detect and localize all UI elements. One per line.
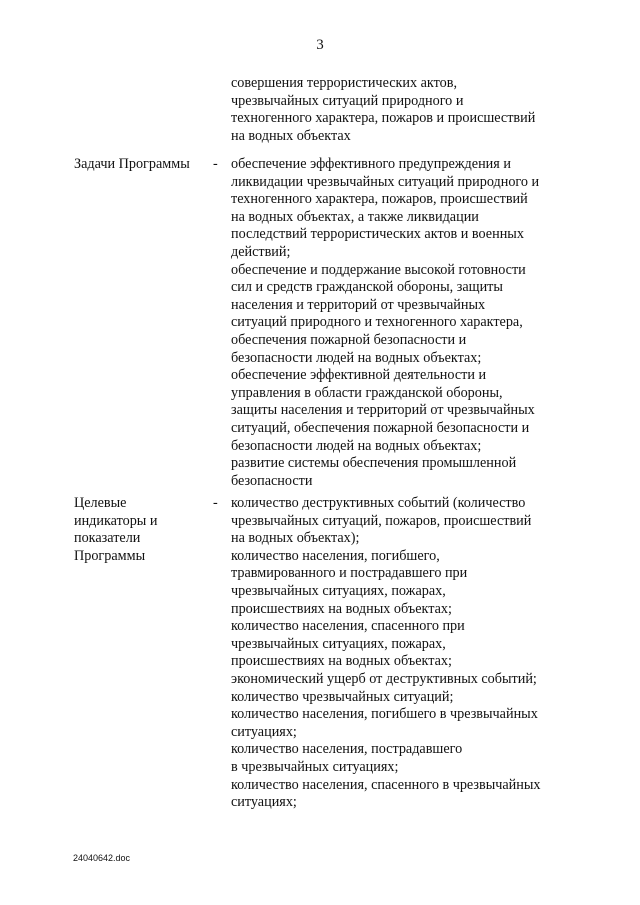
content-line: ликвидации чрезвычайных ситуаций природного и: [231, 173, 540, 190]
content-line: развитие системы обеспечения промышленной: [231, 455, 517, 472]
content-line: безопасности людей на водных объектах;: [231, 437, 482, 454]
content-line: населения и территорий от чрезвычайных: [231, 296, 486, 313]
section-dash: -: [213, 495, 218, 511]
content-line: ситуациях;: [231, 723, 297, 740]
page-number: 3: [316, 37, 324, 53]
content-line: ситуаций, обеспечения пожарной безопасности и: [231, 419, 530, 436]
section-content: [231, 156, 576, 490]
content-line: в чрезвычайных ситуациях;: [231, 758, 399, 775]
section-dash: -: [213, 156, 218, 172]
content-line: сил и средств гражданской обороны, защиты: [231, 279, 503, 296]
content-line: количество населения, пострадавшего: [231, 741, 463, 758]
content-line: на водных объектах, а также ликвидации: [231, 208, 479, 225]
content-line: защиты населения и территорий от чрезвычайных: [231, 402, 535, 419]
section-content: [231, 495, 576, 812]
content-line: обеспечение и поддержание высокой готовности: [231, 261, 526, 278]
content-line: чрезвычайных ситуаций, пожаров, происшествий: [231, 512, 532, 529]
content-line: на водных объектах);: [231, 530, 360, 547]
content-line: безопасности людей на водных объектах;: [231, 349, 482, 366]
section-label: Задачи Программы: [74, 156, 190, 172]
content-line: экономический ущерб от деструктивных событий;: [231, 670, 537, 687]
section-content: [231, 75, 576, 145]
content-line: количество чрезвычайных ситуаций;: [231, 688, 454, 705]
content-line: действий;: [231, 243, 291, 260]
content-line: обеспечение эффективной деятельности и: [231, 367, 487, 384]
content-line: совершения террористических актов,: [231, 75, 457, 91]
content-line: количество населения, спасенного при: [231, 618, 465, 635]
content-line: чрезвычайных ситуациях, пожарах,: [231, 635, 446, 652]
content-line: безопасности: [231, 472, 313, 489]
content-line: ситуаций природного и техногенного характера,: [231, 314, 523, 331]
section-label: Целевые индикаторы и показатели Программы: [74, 495, 158, 564]
content-line: происшествиях на водных объектах;: [231, 600, 452, 617]
content-line: управления в области гражданской обороны,: [231, 384, 503, 401]
content-line: техногенного характера, пожаров и происшествий: [231, 110, 536, 127]
content-line: ситуациях;: [231, 794, 297, 811]
content-line: количество населения, погибшего,: [231, 547, 440, 564]
footer-filename: 24040642.doc: [73, 853, 131, 863]
content-line: обеспечение эффективного предупреждения и: [231, 156, 511, 172]
content-line: чрезвычайных ситуациях, пожарах,: [231, 582, 446, 599]
content-line: травмированного и пострадавшего при: [231, 565, 468, 582]
content-line: техногенного характера, пожаров, происшествий: [231, 191, 528, 208]
content-line: количество деструктивных событий (количество: [231, 495, 526, 511]
content-line: чрезвычайных ситуаций природного и: [231, 92, 464, 109]
content-line: обеспечения пожарной безопасности и: [231, 331, 467, 348]
content-line: происшествиях на водных объектах;: [231, 653, 452, 670]
content-line: количество населения, погибшего в чрезвычайных: [231, 706, 538, 723]
content-line: последствий террористических актов и военных: [231, 226, 524, 243]
content-line: на водных объектах: [231, 127, 351, 144]
content-line: количество населения, спасенного в чрезвычайных: [231, 776, 541, 793]
